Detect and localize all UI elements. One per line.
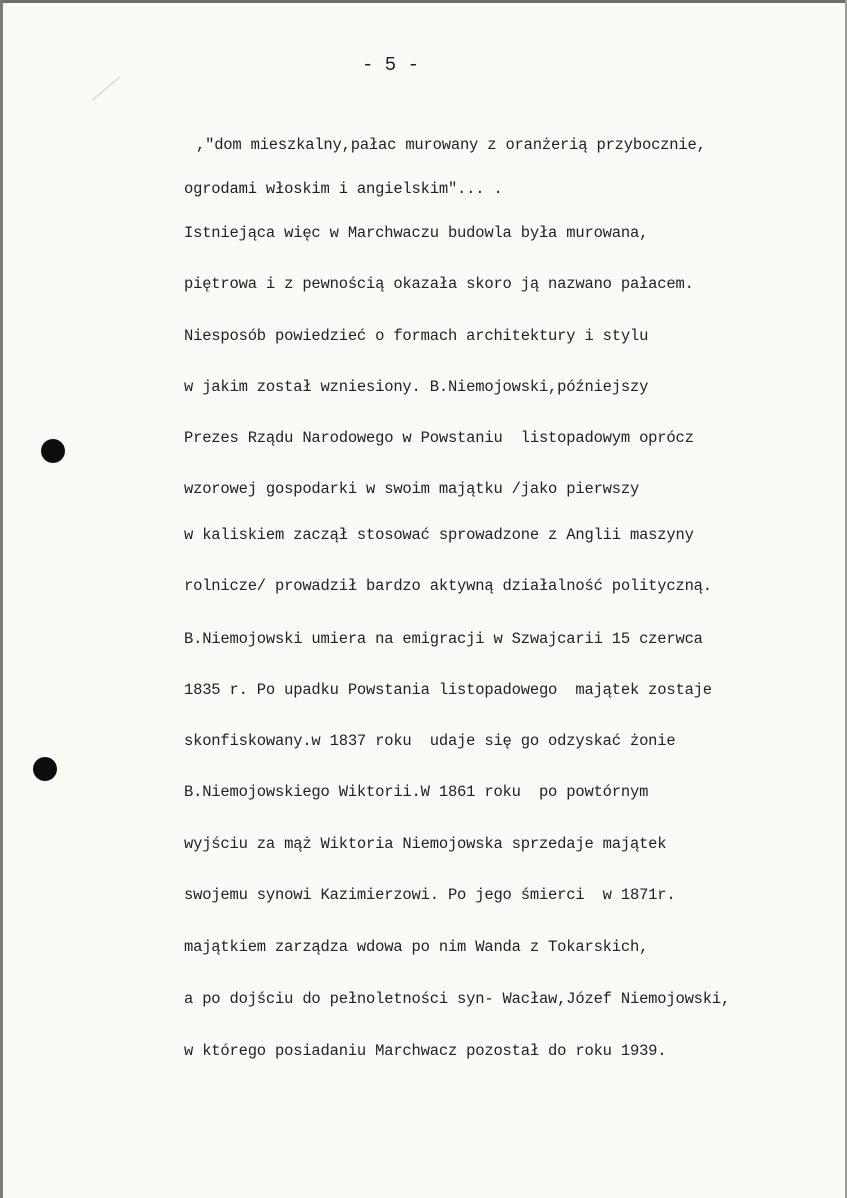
page-number: - 5 - xyxy=(362,54,420,76)
scan-edge-top xyxy=(0,0,847,3)
text-line-19: w którego posiadaniu Marchwacz pozostał do roku 1939. xyxy=(184,1042,667,1060)
text-line-17: majątkiem zarządza wdowa po nim Wanda z Tokarskich, xyxy=(184,938,649,956)
text-line-4: piętrowa i z pewnością okazała skoro ją nazwano pałacem. xyxy=(184,275,694,293)
text-line-13: skonfiskowany.w 1837 roku udaje się go odzyskać żonie xyxy=(184,732,676,750)
scan-crease-mark xyxy=(92,77,120,101)
text-line-9: w kaliskiem zaczął stosować sprowadzone z Anglii maszyny xyxy=(184,526,694,544)
text-line-15: wyjściu za mąż Wiktoria Niemojowska sprzedaje majątek xyxy=(184,835,667,853)
text-line-3: Istniejąca więc w Marchwaczu budowla była murowana, xyxy=(184,224,649,242)
scan-edge-left xyxy=(0,0,3,1198)
text-line-14: B.Niemojowskiego Wiktorii.W 1861 roku po powtórnym xyxy=(184,783,649,801)
text-line-5: Niesposób powiedzieć o formach architektury i stylu xyxy=(184,327,649,345)
text-line-7: Prezes Rządu Narodowego w Powstaniu listopadowym oprócz xyxy=(184,429,694,447)
punch-hole-lower xyxy=(33,757,57,781)
text-line-10: rolnicze/ prowadził bardzo aktywną działalność polityczną. xyxy=(184,577,712,595)
text-line-11: B.Niemojowski umiera na emigracji w Szwajcarii 15 czerwca xyxy=(184,630,703,648)
text-line-12: 1835 r. Po upadku Powstania listopadowego majątek zostaje xyxy=(184,681,712,699)
text-line-18: a po dojściu do pełnoletności syn- Wacław,Józef Niemojowski, xyxy=(184,990,731,1008)
text-line-16: swojemu synowi Kazimierzowi. Po jego śmierci w 1871r. xyxy=(184,886,676,904)
punch-hole-upper xyxy=(41,439,65,463)
text-line-6: w jakim został wzniesiony. B.Niemojowski,późniejszy xyxy=(184,378,649,396)
text-line-2: ogrodami włoskim i angielskim"... . xyxy=(184,180,503,198)
text-line-1: ,"dom mieszkalny,pałac murowany z oranżerią przybocznie, xyxy=(196,136,706,154)
text-line-8: wzorowej gospodarki w swoim majątku /jako pierwszy xyxy=(184,480,640,498)
